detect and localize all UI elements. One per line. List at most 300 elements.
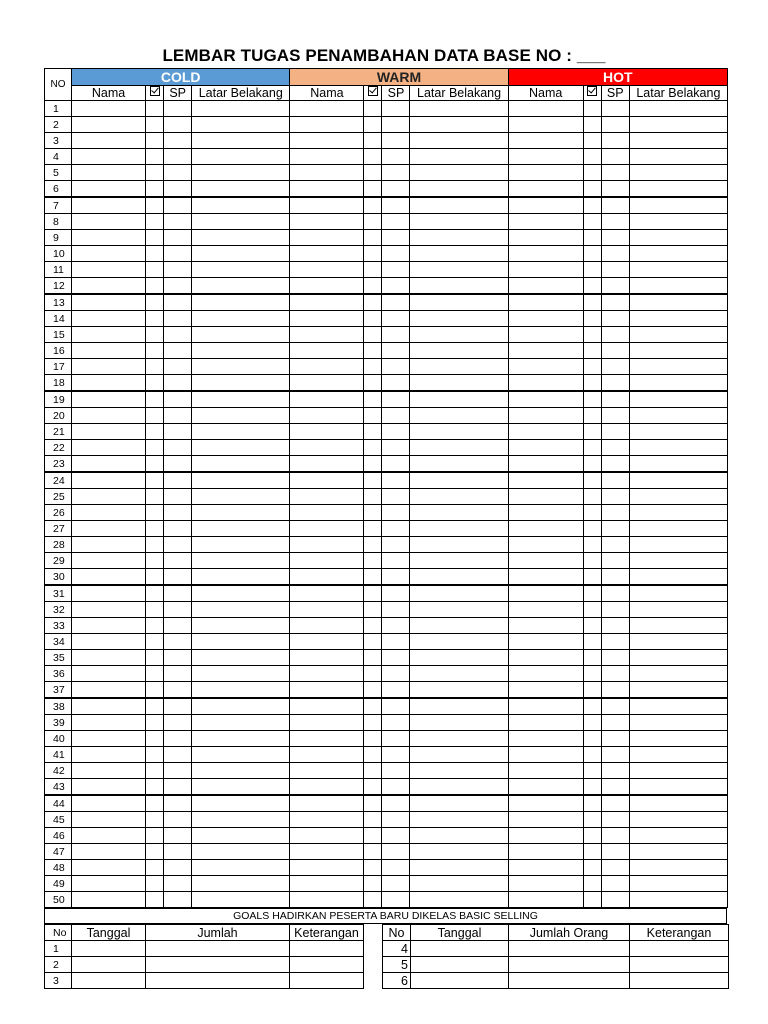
hot-check-cell[interactable] — [583, 359, 601, 375]
warm-sp-cell[interactable] — [382, 197, 410, 214]
cold-latar-belakang-cell[interactable] — [192, 892, 290, 908]
warm-nama-cell[interactable] — [290, 456, 364, 473]
hot-latar-belakang-cell[interactable] — [629, 537, 727, 553]
cold-nama-cell[interactable] — [72, 763, 146, 779]
hot-sp-cell[interactable] — [601, 537, 629, 553]
cold-check-cell[interactable] — [146, 876, 164, 892]
warm-latar-belakang-cell[interactable] — [410, 585, 508, 602]
cold-latar-belakang-cell[interactable] — [192, 327, 290, 343]
hot-latar-belakang-cell[interactable] — [629, 101, 727, 117]
hot-check-cell[interactable] — [583, 278, 601, 295]
warm-latar-belakang-cell[interactable] — [410, 294, 508, 311]
warm-sp-cell[interactable] — [382, 569, 410, 586]
warm-nama-cell[interactable] — [290, 214, 364, 230]
warm-nama-cell[interactable] — [290, 489, 364, 505]
cold-check-cell[interactable] — [146, 602, 164, 618]
warm-latar-belakang-cell[interactable] — [410, 278, 508, 295]
cold-nama-cell[interactable] — [72, 230, 146, 246]
cold-check-cell[interactable] — [146, 408, 164, 424]
hot-nama-cell[interactable] — [508, 133, 583, 149]
hot-check-cell[interactable] — [583, 602, 601, 618]
cold-nama-cell[interactable] — [72, 343, 146, 359]
warm-nama-cell[interactable] — [290, 359, 364, 375]
hot-latar-belakang-cell[interactable] — [629, 294, 727, 311]
hot-check-cell[interactable] — [583, 892, 601, 908]
hot-sp-cell[interactable] — [601, 165, 629, 181]
warm-sp-cell[interactable] — [382, 101, 410, 117]
cold-sp-cell[interactable] — [164, 876, 192, 892]
cold-check-cell[interactable] — [146, 489, 164, 505]
cold-latar-belakang-cell[interactable] — [192, 181, 290, 198]
cold-nama-cell[interactable] — [72, 456, 146, 473]
cold-check-cell[interactable] — [146, 278, 164, 295]
cold-check-cell[interactable] — [146, 117, 164, 133]
hot-sp-cell[interactable] — [601, 844, 629, 860]
cold-nama-cell[interactable] — [72, 197, 146, 214]
warm-sp-cell[interactable] — [382, 844, 410, 860]
hot-nama-cell[interactable] — [508, 812, 583, 828]
hot-sp-cell[interactable] — [601, 731, 629, 747]
hot-nama-cell[interactable] — [508, 569, 583, 586]
goals-jumlah-orang-cell[interactable] — [509, 973, 630, 989]
warm-sp-cell[interactable] — [382, 440, 410, 456]
cold-latar-belakang-cell[interactable] — [192, 343, 290, 359]
warm-sp-cell[interactable] — [382, 892, 410, 908]
warm-sp-cell[interactable] — [382, 278, 410, 295]
warm-check-cell[interactable] — [364, 666, 382, 682]
cold-nama-cell[interactable] — [72, 844, 146, 860]
hot-latar-belakang-cell[interactable] — [629, 795, 727, 812]
cold-sp-cell[interactable] — [164, 812, 192, 828]
warm-nama-cell[interactable] — [290, 763, 364, 779]
cold-sp-cell[interactable] — [164, 666, 192, 682]
cold-nama-cell[interactable] — [72, 860, 146, 876]
cold-latar-belakang-cell[interactable] — [192, 634, 290, 650]
hot-latar-belakang-cell[interactable] — [629, 359, 727, 375]
warm-latar-belakang-cell[interactable] — [410, 569, 508, 586]
warm-nama-cell[interactable] — [290, 327, 364, 343]
hot-nama-cell[interactable] — [508, 795, 583, 812]
warm-nama-cell[interactable] — [290, 424, 364, 440]
warm-nama-cell[interactable] — [290, 230, 364, 246]
warm-nama-cell[interactable] — [290, 311, 364, 327]
hot-latar-belakang-cell[interactable] — [629, 181, 727, 198]
warm-check-cell[interactable] — [364, 553, 382, 569]
warm-check-cell[interactable] — [364, 521, 382, 537]
cold-latar-belakang-cell[interactable] — [192, 779, 290, 796]
cold-sp-cell[interactable] — [164, 650, 192, 666]
cold-nama-cell[interactable] — [72, 666, 146, 682]
warm-latar-belakang-cell[interactable] — [410, 666, 508, 682]
hot-sp-cell[interactable] — [601, 230, 629, 246]
cold-sp-cell[interactable] — [164, 779, 192, 796]
cold-nama-cell[interactable] — [72, 876, 146, 892]
cold-check-cell[interactable] — [146, 844, 164, 860]
warm-nama-cell[interactable] — [290, 569, 364, 586]
hot-nama-cell[interactable] — [508, 456, 583, 473]
warm-latar-belakang-cell[interactable] — [410, 731, 508, 747]
goals-tanggal-cell[interactable] — [72, 941, 146, 957]
hot-sp-cell[interactable] — [601, 246, 629, 262]
cold-nama-cell[interactable] — [72, 698, 146, 715]
cold-nama-cell[interactable] — [72, 795, 146, 812]
hot-check-cell[interactable] — [583, 731, 601, 747]
hot-check-cell[interactable] — [583, 682, 601, 699]
hot-sp-cell[interactable] — [601, 747, 629, 763]
warm-latar-belakang-cell[interactable] — [410, 101, 508, 117]
goals-keterangan-cell-right[interactable] — [630, 973, 729, 989]
hot-nama-cell[interactable] — [508, 585, 583, 602]
hot-latar-belakang-cell[interactable] — [629, 246, 727, 262]
goals-keterangan-cell-right[interactable] — [630, 941, 729, 957]
goals-tanggal-cell-right[interactable] — [411, 973, 509, 989]
cold-nama-cell[interactable] — [72, 408, 146, 424]
cold-check-cell[interactable] — [146, 327, 164, 343]
cold-latar-belakang-cell[interactable] — [192, 666, 290, 682]
cold-latar-belakang-cell[interactable] — [192, 505, 290, 521]
hot-check-cell[interactable] — [583, 246, 601, 262]
warm-nama-cell[interactable] — [290, 440, 364, 456]
warm-sp-cell[interactable] — [382, 472, 410, 489]
hot-sp-cell[interactable] — [601, 715, 629, 731]
cold-check-cell[interactable] — [146, 860, 164, 876]
cold-nama-cell[interactable] — [72, 133, 146, 149]
cold-latar-belakang-cell[interactable] — [192, 844, 290, 860]
cold-sp-cell[interactable] — [164, 133, 192, 149]
hot-sp-cell[interactable] — [601, 682, 629, 699]
hot-latar-belakang-cell[interactable] — [629, 844, 727, 860]
hot-sp-cell[interactable] — [601, 489, 629, 505]
hot-check-cell[interactable] — [583, 327, 601, 343]
hot-latar-belakang-cell[interactable] — [629, 117, 727, 133]
warm-latar-belakang-cell[interactable] — [410, 553, 508, 569]
hot-sp-cell[interactable] — [601, 876, 629, 892]
hot-nama-cell[interactable] — [508, 424, 583, 440]
warm-latar-belakang-cell[interactable] — [410, 812, 508, 828]
cold-sp-cell[interactable] — [164, 165, 192, 181]
warm-check-cell[interactable] — [364, 327, 382, 343]
hot-check-cell[interactable] — [583, 828, 601, 844]
warm-sp-cell[interactable] — [382, 505, 410, 521]
cold-sp-cell[interactable] — [164, 424, 192, 440]
cold-check-cell[interactable] — [146, 472, 164, 489]
cold-sp-cell[interactable] — [164, 343, 192, 359]
cold-nama-cell[interactable] — [72, 892, 146, 908]
hot-nama-cell[interactable] — [508, 763, 583, 779]
warm-latar-belakang-cell[interactable] — [410, 262, 508, 278]
cold-check-cell[interactable] — [146, 698, 164, 715]
warm-check-cell[interactable] — [364, 731, 382, 747]
cold-latar-belakang-cell[interactable] — [192, 585, 290, 602]
hot-sp-cell[interactable] — [601, 133, 629, 149]
cold-check-cell[interactable] — [146, 505, 164, 521]
hot-nama-cell[interactable] — [508, 149, 583, 165]
hot-nama-cell[interactable] — [508, 618, 583, 634]
cold-check-cell[interactable] — [146, 311, 164, 327]
warm-check-cell[interactable] — [364, 181, 382, 198]
warm-sp-cell[interactable] — [382, 294, 410, 311]
hot-latar-belakang-cell[interactable] — [629, 569, 727, 586]
hot-latar-belakang-cell[interactable] — [629, 230, 727, 246]
hot-latar-belakang-cell[interactable] — [629, 876, 727, 892]
hot-nama-cell[interactable] — [508, 101, 583, 117]
hot-sp-cell[interactable] — [601, 812, 629, 828]
warm-check-cell[interactable] — [364, 391, 382, 408]
hot-check-cell[interactable] — [583, 375, 601, 392]
warm-check-cell[interactable] — [364, 682, 382, 699]
cold-nama-cell[interactable] — [72, 585, 146, 602]
warm-sp-cell[interactable] — [382, 262, 410, 278]
warm-nama-cell[interactable] — [290, 812, 364, 828]
warm-sp-cell[interactable] — [382, 731, 410, 747]
hot-nama-cell[interactable] — [508, 311, 583, 327]
warm-latar-belakang-cell[interactable] — [410, 602, 508, 618]
warm-check-cell[interactable] — [364, 149, 382, 165]
hot-nama-cell[interactable] — [508, 747, 583, 763]
warm-nama-cell[interactable] — [290, 472, 364, 489]
warm-check-cell[interactable] — [364, 844, 382, 860]
warm-sp-cell[interactable] — [382, 537, 410, 553]
hot-check-cell[interactable] — [583, 181, 601, 198]
goals-jumlah-orang-cell[interactable] — [509, 957, 630, 973]
cold-sp-cell[interactable] — [164, 214, 192, 230]
hot-sp-cell[interactable] — [601, 698, 629, 715]
warm-sp-cell[interactable] — [382, 650, 410, 666]
warm-latar-belakang-cell[interactable] — [410, 472, 508, 489]
hot-sp-cell[interactable] — [601, 101, 629, 117]
hot-check-cell[interactable] — [583, 343, 601, 359]
hot-sp-cell[interactable] — [601, 408, 629, 424]
cold-sp-cell[interactable] — [164, 197, 192, 214]
cold-latar-belakang-cell[interactable] — [192, 230, 290, 246]
cold-latar-belakang-cell[interactable] — [192, 618, 290, 634]
warm-nama-cell[interactable] — [290, 408, 364, 424]
hot-check-cell[interactable] — [583, 715, 601, 731]
warm-nama-cell[interactable] — [290, 844, 364, 860]
warm-sp-cell[interactable] — [382, 828, 410, 844]
hot-nama-cell[interactable] — [508, 391, 583, 408]
hot-nama-cell[interactable] — [508, 214, 583, 230]
warm-sp-cell[interactable] — [382, 666, 410, 682]
hot-latar-belakang-cell[interactable] — [629, 682, 727, 699]
hot-nama-cell[interactable] — [508, 294, 583, 311]
cold-sp-cell[interactable] — [164, 634, 192, 650]
warm-latar-belakang-cell[interactable] — [410, 456, 508, 473]
cold-nama-cell[interactable] — [72, 569, 146, 586]
hot-check-cell[interactable] — [583, 294, 601, 311]
warm-check-cell[interactable] — [364, 569, 382, 586]
warm-nama-cell[interactable] — [290, 876, 364, 892]
warm-check-cell[interactable] — [364, 133, 382, 149]
cold-sp-cell[interactable] — [164, 327, 192, 343]
warm-latar-belakang-cell[interactable] — [410, 795, 508, 812]
cold-nama-cell[interactable] — [72, 747, 146, 763]
goals-tanggal-cell[interactable] — [72, 957, 146, 973]
cold-check-cell[interactable] — [146, 101, 164, 117]
hot-nama-cell[interactable] — [508, 521, 583, 537]
warm-check-cell[interactable] — [364, 440, 382, 456]
hot-latar-belakang-cell[interactable] — [629, 634, 727, 650]
warm-latar-belakang-cell[interactable] — [410, 634, 508, 650]
cold-latar-belakang-cell[interactable] — [192, 489, 290, 505]
warm-nama-cell[interactable] — [290, 343, 364, 359]
hot-nama-cell[interactable] — [508, 860, 583, 876]
cold-sp-cell[interactable] — [164, 311, 192, 327]
cold-check-cell[interactable] — [146, 230, 164, 246]
hot-nama-cell[interactable] — [508, 440, 583, 456]
warm-nama-cell[interactable] — [290, 860, 364, 876]
hot-nama-cell[interactable] — [508, 181, 583, 198]
warm-latar-belakang-cell[interactable] — [410, 375, 508, 392]
cold-nama-cell[interactable] — [72, 537, 146, 553]
cold-check-cell[interactable] — [146, 731, 164, 747]
hot-check-cell[interactable] — [583, 133, 601, 149]
hot-sp-cell[interactable] — [601, 892, 629, 908]
warm-sp-cell[interactable] — [382, 359, 410, 375]
warm-latar-belakang-cell[interactable] — [410, 391, 508, 408]
hot-check-cell[interactable] — [583, 472, 601, 489]
cold-latar-belakang-cell[interactable] — [192, 698, 290, 715]
hot-sp-cell[interactable] — [601, 391, 629, 408]
hot-check-cell[interactable] — [583, 489, 601, 505]
warm-check-cell[interactable] — [364, 197, 382, 214]
warm-nama-cell[interactable] — [290, 117, 364, 133]
warm-nama-cell[interactable] — [290, 101, 364, 117]
hot-nama-cell[interactable] — [508, 472, 583, 489]
warm-latar-belakang-cell[interactable] — [410, 747, 508, 763]
hot-check-cell[interactable] — [583, 585, 601, 602]
hot-check-cell[interactable] — [583, 698, 601, 715]
hot-latar-belakang-cell[interactable] — [629, 521, 727, 537]
goals-keterangan-cell[interactable] — [290, 941, 364, 957]
hot-latar-belakang-cell[interactable] — [629, 311, 727, 327]
cold-latar-belakang-cell[interactable] — [192, 472, 290, 489]
warm-latar-belakang-cell[interactable] — [410, 521, 508, 537]
hot-sp-cell[interactable] — [601, 327, 629, 343]
hot-sp-cell[interactable] — [601, 828, 629, 844]
warm-latar-belakang-cell[interactable] — [410, 343, 508, 359]
cold-nama-cell[interactable] — [72, 812, 146, 828]
warm-nama-cell[interactable] — [290, 747, 364, 763]
warm-sp-cell[interactable] — [382, 812, 410, 828]
hot-latar-belakang-cell[interactable] — [629, 391, 727, 408]
cold-sp-cell[interactable] — [164, 698, 192, 715]
goals-jumlah-cell[interactable] — [146, 941, 290, 957]
hot-latar-belakang-cell[interactable] — [629, 505, 727, 521]
cold-check-cell[interactable] — [146, 715, 164, 731]
cold-nama-cell[interactable] — [72, 181, 146, 198]
cold-check-cell[interactable] — [146, 375, 164, 392]
cold-sp-cell[interactable] — [164, 537, 192, 553]
hot-latar-belakang-cell[interactable] — [629, 424, 727, 440]
cold-check-cell[interactable] — [146, 779, 164, 796]
cold-nama-cell[interactable] — [72, 262, 146, 278]
cold-sp-cell[interactable] — [164, 505, 192, 521]
cold-check-cell[interactable] — [146, 456, 164, 473]
cold-check-cell[interactable] — [146, 585, 164, 602]
warm-nama-cell[interactable] — [290, 294, 364, 311]
hot-nama-cell[interactable] — [508, 408, 583, 424]
hot-nama-cell[interactable] — [508, 892, 583, 908]
hot-sp-cell[interactable] — [601, 505, 629, 521]
cold-check-cell[interactable] — [146, 294, 164, 311]
cold-nama-cell[interactable] — [72, 779, 146, 796]
hot-latar-belakang-cell[interactable] — [629, 731, 727, 747]
warm-latar-belakang-cell[interactable] — [410, 165, 508, 181]
hot-check-cell[interactable] — [583, 650, 601, 666]
hot-sp-cell[interactable] — [601, 117, 629, 133]
hot-check-cell[interactable] — [583, 230, 601, 246]
hot-nama-cell[interactable] — [508, 876, 583, 892]
hot-sp-cell[interactable] — [601, 763, 629, 779]
cold-check-cell[interactable] — [146, 553, 164, 569]
hot-latar-belakang-cell[interactable] — [629, 553, 727, 569]
hot-check-cell[interactable] — [583, 876, 601, 892]
hot-latar-belakang-cell[interactable] — [629, 650, 727, 666]
warm-check-cell[interactable] — [364, 165, 382, 181]
warm-check-cell[interactable] — [364, 860, 382, 876]
cold-nama-cell[interactable] — [72, 424, 146, 440]
hot-latar-belakang-cell[interactable] — [629, 747, 727, 763]
cold-sp-cell[interactable] — [164, 844, 192, 860]
cold-nama-cell[interactable] — [72, 391, 146, 408]
cold-sp-cell[interactable] — [164, 408, 192, 424]
hot-check-cell[interactable] — [583, 812, 601, 828]
hot-sp-cell[interactable] — [601, 779, 629, 796]
cold-latar-belakang-cell[interactable] — [192, 731, 290, 747]
cold-sp-cell[interactable] — [164, 375, 192, 392]
warm-check-cell[interactable] — [364, 117, 382, 133]
hot-sp-cell[interactable] — [601, 149, 629, 165]
hot-nama-cell[interactable] — [508, 844, 583, 860]
warm-check-cell[interactable] — [364, 278, 382, 295]
cold-sp-cell[interactable] — [164, 181, 192, 198]
cold-latar-belakang-cell[interactable] — [192, 763, 290, 779]
cold-nama-cell[interactable] — [72, 294, 146, 311]
cold-sp-cell[interactable] — [164, 391, 192, 408]
warm-nama-cell[interactable] — [290, 828, 364, 844]
hot-nama-cell[interactable] — [508, 698, 583, 715]
warm-nama-cell[interactable] — [290, 505, 364, 521]
cold-nama-cell[interactable] — [72, 472, 146, 489]
hot-nama-cell[interactable] — [508, 343, 583, 359]
cold-check-cell[interactable] — [146, 214, 164, 230]
hot-nama-cell[interactable] — [508, 278, 583, 295]
hot-check-cell[interactable] — [583, 391, 601, 408]
hot-sp-cell[interactable] — [601, 343, 629, 359]
hot-nama-cell[interactable] — [508, 262, 583, 278]
warm-check-cell[interactable] — [364, 262, 382, 278]
cold-sp-cell[interactable] — [164, 101, 192, 117]
warm-sp-cell[interactable] — [382, 795, 410, 812]
cold-nama-cell[interactable] — [72, 731, 146, 747]
cold-check-cell[interactable] — [146, 440, 164, 456]
cold-nama-cell[interactable] — [72, 489, 146, 505]
warm-check-cell[interactable] — [364, 812, 382, 828]
warm-nama-cell[interactable] — [290, 892, 364, 908]
cold-latar-belakang-cell[interactable] — [192, 747, 290, 763]
cold-sp-cell[interactable] — [164, 278, 192, 295]
warm-check-cell[interactable] — [364, 763, 382, 779]
warm-nama-cell[interactable] — [290, 197, 364, 214]
warm-sp-cell[interactable] — [382, 779, 410, 796]
hot-latar-belakang-cell[interactable] — [629, 779, 727, 796]
hot-latar-belakang-cell[interactable] — [629, 214, 727, 230]
cold-check-cell[interactable] — [146, 828, 164, 844]
warm-latar-belakang-cell[interactable] — [410, 763, 508, 779]
hot-nama-cell[interactable] — [508, 505, 583, 521]
cold-latar-belakang-cell[interactable] — [192, 262, 290, 278]
